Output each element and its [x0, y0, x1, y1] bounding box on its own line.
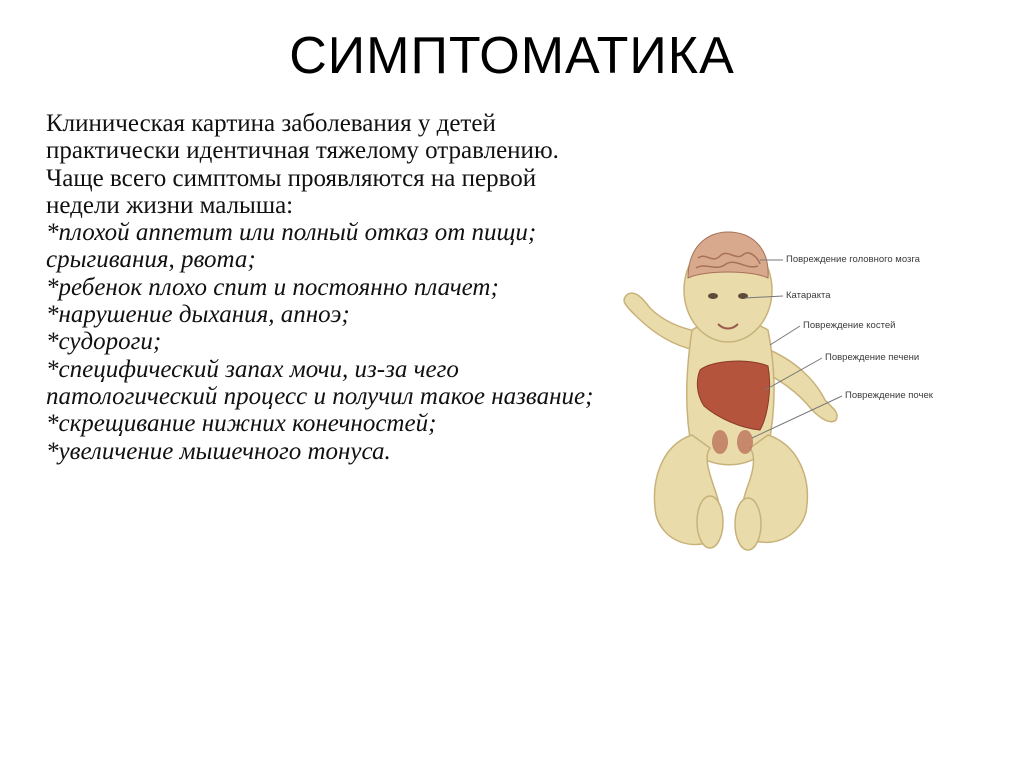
slide-body-text [46, 110, 606, 465]
callout-kidney-damage: Повреждение почек [845, 390, 933, 401]
eye-left [708, 293, 718, 299]
baby-foot-right [735, 498, 761, 550]
baby-foot-left [697, 496, 723, 548]
baby-anatomy-figure [600, 220, 980, 580]
symptom-item: *плохой аппетит или полный отказ от пищи; [46, 219, 537, 247]
kidney-organ [737, 430, 753, 454]
symptom-item: срыгивания, рвота; [46, 246, 256, 274]
callout-brain-damage: Повреждение головного мозга [786, 254, 920, 265]
symptom-item: *увеличение мышечного тонуса. [46, 437, 391, 465]
brain-exposed [688, 232, 768, 278]
callout-liver-damage: Повреждение печени [825, 352, 920, 363]
symptom-item: *ребенок плохо спит и постоянно плачет; [46, 273, 499, 301]
symptom-item: *скрещивание нижних конечностей; [46, 410, 437, 438]
symptom-item: *судороги; [46, 328, 162, 356]
callout-cataract: Катаракта [786, 290, 831, 301]
symptom-item: *специфический запах мочи, из-за чего патологический процесс и получил такое название; [46, 355, 594, 410]
symptom-item: *нарушение дыхания, апноэ; [46, 301, 350, 329]
callout-bone-damage: Повреждение костей [803, 320, 896, 331]
kidney-organ [712, 430, 728, 454]
intro-paragraph: Клиническая картина заболевания у детей практически идентичная тяжелому отравлению. Чаще всего симптомы проявляются на первой недели жизни малыша: [46, 110, 559, 219]
leader-line-bones [770, 326, 800, 345]
slide-title: СИМПТОМАТИКА [289, 27, 735, 85]
symptom-list [46, 219, 606, 465]
